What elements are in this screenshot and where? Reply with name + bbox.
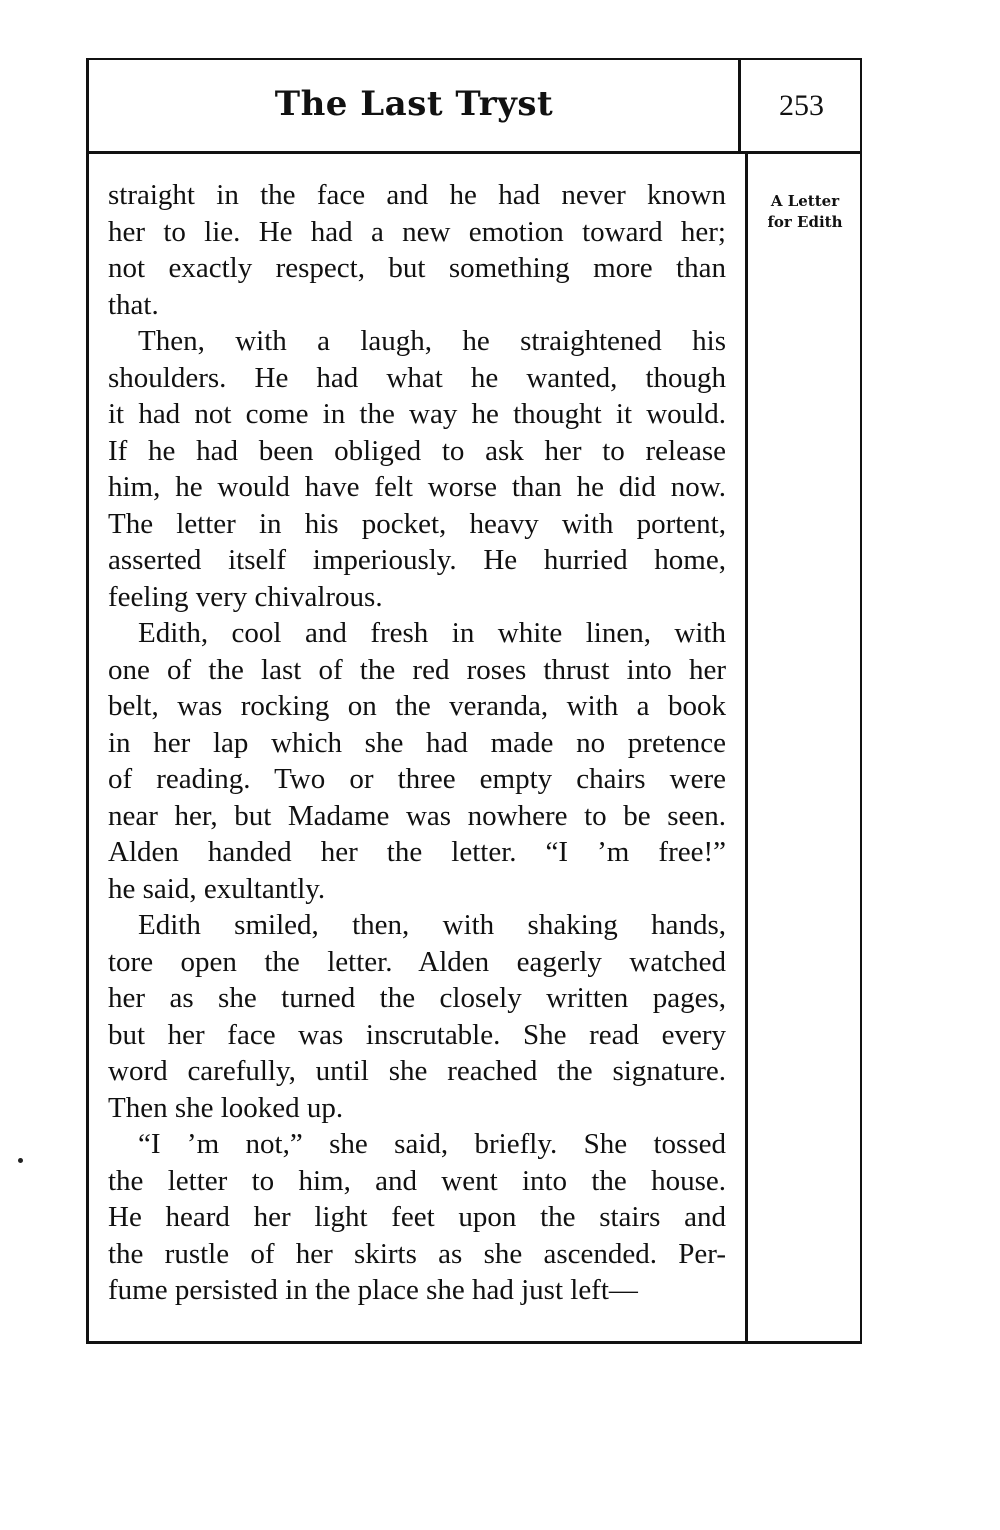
- text-line: not exactly respect, but something more than: [108, 252, 726, 284]
- text-line: belt, was rocking on the veranda, with a book: [108, 690, 726, 722]
- text-line: Then, with a laugh, he straightened his: [138, 325, 726, 357]
- text-line: he said, exultantly.: [108, 872, 326, 905]
- text-line: shoulders. He had what he wanted, though: [108, 361, 726, 394]
- text-line: in her lap which she had made no pretence: [108, 726, 726, 759]
- text-line: “I ’m not,” she said, briefly. She tossed: [138, 1128, 726, 1160]
- text-line: straight in the face and he had never known: [108, 179, 726, 211]
- text-line: her to lie. He had a new emotion toward her;: [108, 215, 726, 248]
- text-line: Alden handed her the letter. “I ’m free!”: [108, 836, 726, 868]
- text-line: If he had been obliged to ask her to release: [108, 434, 726, 467]
- text-line: the rustle of her skirts as she ascended. Per-: [108, 1237, 726, 1270]
- margin-note: [752, 191, 858, 233]
- ink-speck: [18, 1158, 23, 1163]
- text-line: The letter in his pocket, heavy with portent,: [108, 507, 726, 540]
- text-line: word carefully, until she reached the signature.: [108, 1055, 726, 1087]
- text-line: Edith, cool and fresh in white linen, with: [138, 617, 726, 649]
- text-line: one of the last of the red roses thrust into her: [108, 653, 726, 686]
- text-line: asserted itself imperiously. He hurried home,: [108, 544, 726, 576]
- running-title: The Last Tryst: [274, 84, 554, 124]
- margin-note-line: for Edith: [767, 213, 843, 231]
- margin-note-line: A Letter: [770, 192, 840, 210]
- text-line: feeling very chivalrous.: [108, 580, 383, 613]
- text-line: fume persisted in the place she had just left—: [108, 1274, 638, 1306]
- text-line: Then she looked up.: [108, 1091, 344, 1124]
- text-line: him, he would have felt worse than he did now.: [108, 471, 726, 503]
- text-line: tore open the letter. Alden eagerly watched: [108, 945, 726, 978]
- text-line: near her, but Madame was nowhere to be seen.: [108, 799, 726, 832]
- body-text: [108, 177, 726, 1309]
- text-line: but her face was inscrutable. She read every: [108, 1018, 726, 1051]
- text-line: He heard her light feet upon the stairs and: [108, 1201, 726, 1233]
- text-line: the letter to him, and went into the house.: [108, 1164, 726, 1197]
- text-line: of reading. Two or three empty chairs were: [108, 763, 726, 795]
- text-line: that.: [108, 288, 159, 321]
- margin-column-divider: [745, 154, 748, 1342]
- text-line: it had not come in the way he thought it would.: [108, 398, 726, 430]
- text-line: Edith smiled, then, with shaking hands,: [138, 909, 726, 941]
- page-number: 253: [779, 89, 824, 122]
- text-line: her as she turned the closely written pages,: [108, 982, 726, 1014]
